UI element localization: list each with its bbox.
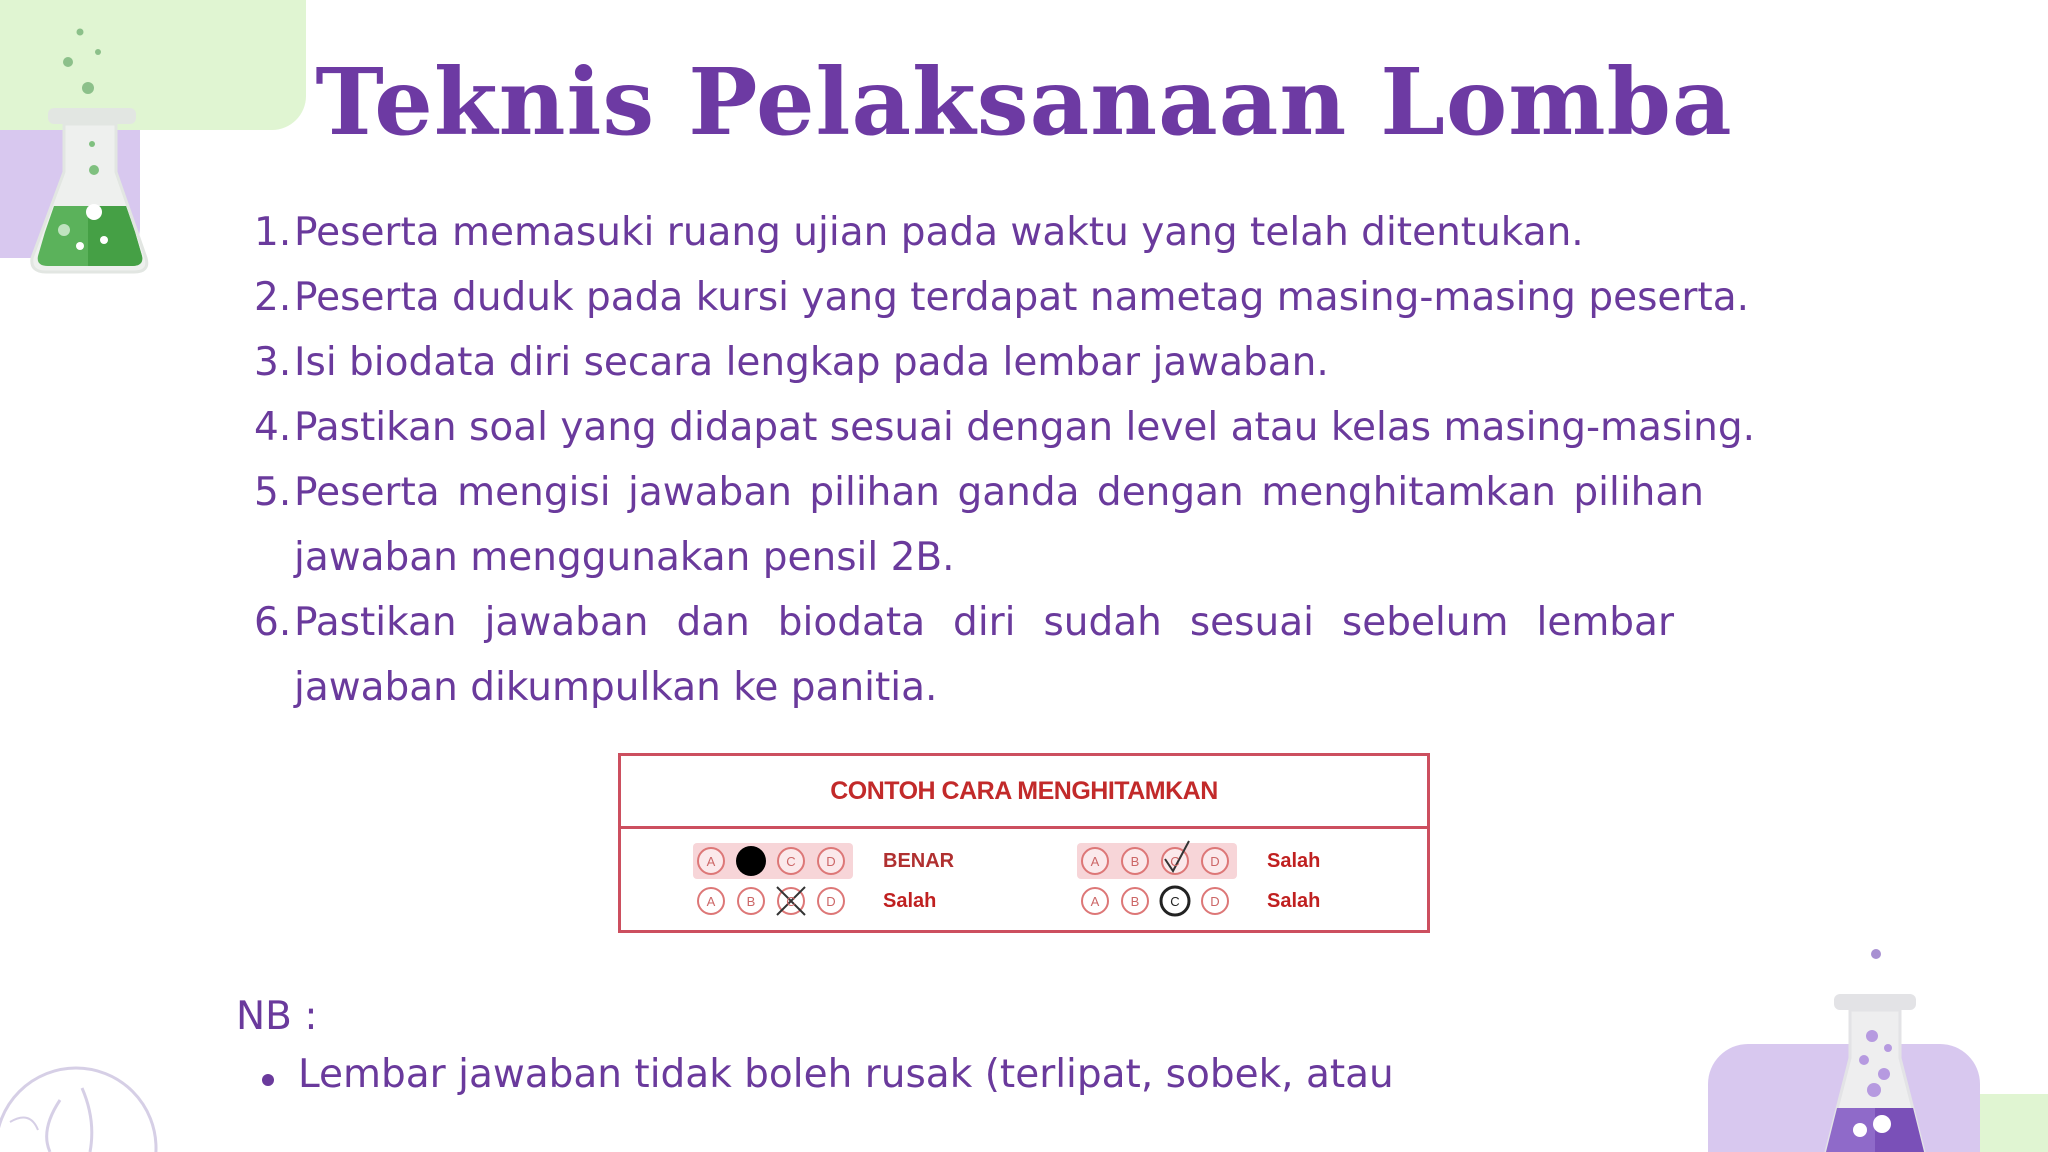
option-letter: B bbox=[1130, 894, 1140, 909]
example-heading: CONTOH CARA MENGHITAMKAN bbox=[621, 756, 1427, 829]
option-letter: C bbox=[1170, 894, 1180, 909]
option-letter: C bbox=[786, 894, 796, 909]
label-benar: BENAR bbox=[883, 850, 955, 872]
bullet-icon bbox=[262, 1074, 274, 1086]
list-number: 5. bbox=[254, 470, 292, 515]
option-letter: C bbox=[786, 854, 796, 869]
list-number: 1. bbox=[254, 210, 292, 255]
list-item bbox=[254, 460, 1764, 590]
option-letter: A bbox=[1090, 894, 1100, 909]
list-number: 3. bbox=[254, 340, 292, 385]
sphere-outline-icon bbox=[0, 1030, 170, 1152]
option-letter: B bbox=[746, 894, 756, 909]
list-number: 6. bbox=[254, 600, 292, 645]
list-text: Peserta mengisi jawaban pilihan ganda dengan menghitamkan pilihan jawaban menggunakan pensil 2B. bbox=[294, 470, 1704, 580]
option-letter: A bbox=[706, 854, 716, 869]
option-letter: D bbox=[1210, 894, 1220, 909]
nb-list-item bbox=[262, 1052, 1394, 1097]
option-letter: D bbox=[826, 854, 836, 869]
nb-label: NB : bbox=[236, 994, 318, 1039]
list-item bbox=[254, 590, 1764, 720]
option-letter: D bbox=[826, 894, 836, 909]
option-letter: B bbox=[1130, 854, 1140, 869]
bubble-row-salah-circle bbox=[1082, 887, 1228, 915]
page-title: Teknis Pelaksanaan Lomba bbox=[315, 48, 1733, 156]
label-salah: Salah bbox=[883, 890, 937, 912]
option-letter: C bbox=[1170, 854, 1180, 869]
label-salah: Salah bbox=[1267, 850, 1321, 872]
label-salah: Salah bbox=[1267, 890, 1321, 912]
list-item bbox=[254, 265, 1764, 330]
list-item bbox=[254, 330, 1764, 395]
list-text: Pastikan jawaban dan biodata diri sudah sesuai sebelum lembar jawaban dikumpulkan ke panitia. bbox=[294, 600, 1674, 710]
list-text: Isi biodata diri secara lengkap pada lembar jawaban. bbox=[294, 340, 1329, 385]
option-letter: D bbox=[1210, 854, 1220, 869]
list-text: Pastikan soal yang didapat sesuai dengan level atau kelas masing-masing. bbox=[294, 405, 1755, 450]
rules-list bbox=[254, 200, 1764, 720]
nb-item-text: Lembar jawaban tidak boleh rusak (terlipat, sobek, atau bbox=[298, 1052, 1394, 1097]
list-item bbox=[254, 200, 1764, 265]
list-text: Peserta memasuki ruang ujian pada waktu yang telah ditentukan. bbox=[294, 210, 1584, 255]
deco-green-block-br bbox=[1980, 1094, 2048, 1152]
list-text: Peserta duduk pada kursi yang terdapat nametag masing-masing peserta. bbox=[294, 275, 1749, 320]
list-number: 2. bbox=[254, 275, 292, 320]
option-letter: A bbox=[706, 894, 716, 909]
bubble-row-salah-cross bbox=[698, 887, 844, 915]
bubble-examples bbox=[621, 829, 1427, 933]
list-number: 4. bbox=[254, 405, 292, 450]
answer-example-image bbox=[618, 753, 1430, 933]
option-letter: A bbox=[1090, 854, 1100, 869]
list-item bbox=[254, 395, 1764, 460]
flask-purple-icon bbox=[1820, 940, 1940, 1152]
